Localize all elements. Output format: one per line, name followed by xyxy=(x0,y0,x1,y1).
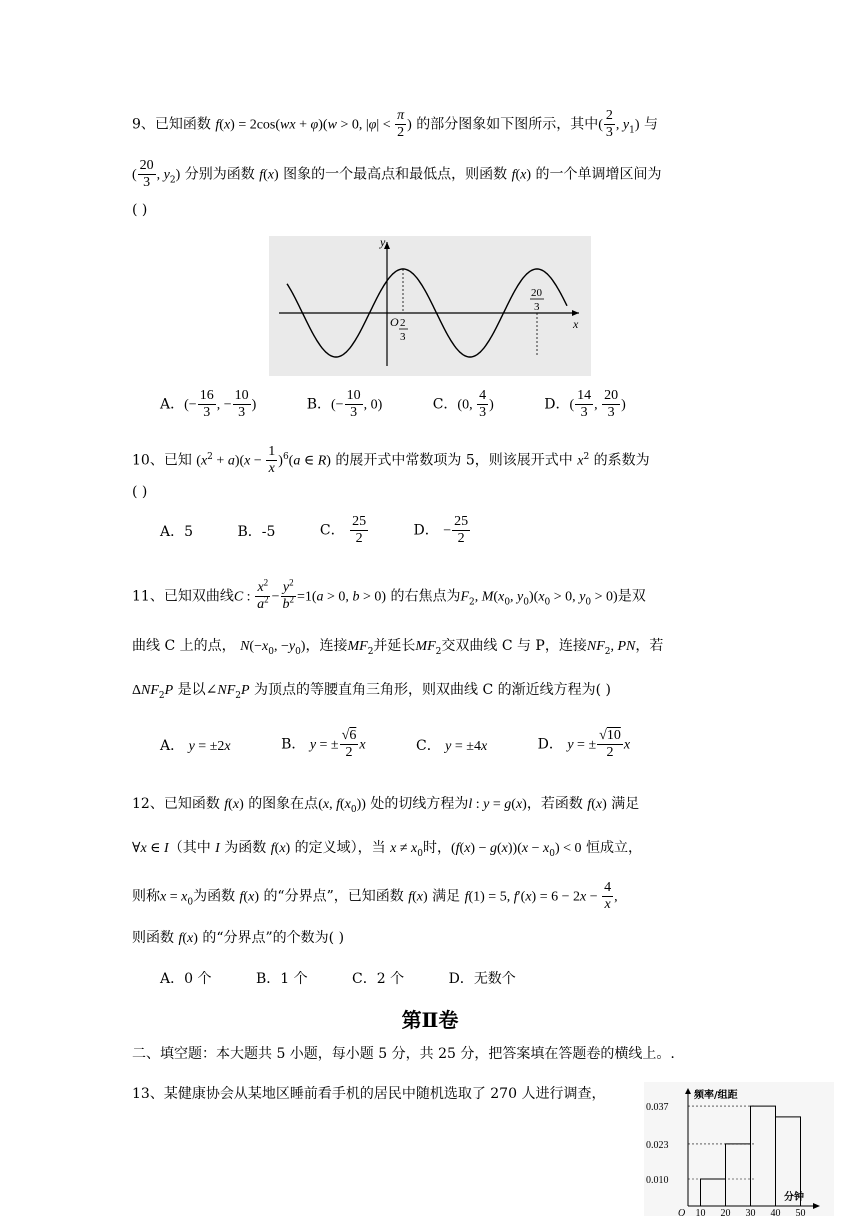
q12-line3: 则称$x = x_0$为函数 f(x) 的“分界点”，已知函数 f(x) 满足 f(1) = 5, f′(x) = 6 − 2x − $\frac{4}{x}$ , xyxy=(132,880,618,912)
q11-number: 11、 xyxy=(132,588,164,605)
histogram-figure xyxy=(644,1082,834,1216)
hist-ytick-label: 0.037 xyxy=(646,1102,669,1114)
q10-option-d[interactable]: D． − $\frac{25}{2}$ xyxy=(413,514,469,546)
hist-xtick-label: 20 xyxy=(720,1208,731,1216)
q9-line1: 9、已知函数 f(x) = 2cos(wx + φ)(w > 0, |φ| < $\frac{\pi}{2}$ ) 的部分图象如下图所示，其中( $\frac{2}{3}$ , $y_1$) 与 xyxy=(132,108,658,140)
q11-option-a[interactable]: A． y = ±2x xyxy=(160,737,231,754)
hist-origin: O xyxy=(678,1208,686,1216)
q10-paren: ( ) xyxy=(132,484,148,500)
fill-title: 二、填空题：本大题共 5 小题，每小题 5 分，共 25 分，把答案填在答题卷的横线上。. xyxy=(132,1046,675,1062)
q13-text: 某健康协会从某地区睡前看手机的居民中随机选取了 270 人进行调查， xyxy=(163,1086,606,1102)
q13-number: 13、 xyxy=(132,1086,164,1102)
hist-y-arrow xyxy=(685,1088,691,1094)
histogram xyxy=(644,1082,834,1216)
q9-options xyxy=(160,388,626,421)
q10-line1: 10、已知 $(x^2 + a)(x$ − $\frac{1}{x}$ )$^6$(a ∈ R) 的展开式中常数项为 5，则该展开式中 $x^2$ 的系数为 xyxy=(132,444,650,476)
q9-text: 已知函数 xyxy=(154,116,211,133)
tick1-den: 3 xyxy=(400,331,406,343)
q12-line4: 则函数 f(x) 的“分界点”的个数为( ) xyxy=(132,930,345,946)
hist-xtick-label: 50 xyxy=(795,1208,806,1216)
q11-option-b[interactable]: B． y = ± $\frac{√6}{2}$ x xyxy=(281,728,366,760)
q11-line1: 11、已知双曲线C : $\frac{x^2}{a^2}$ − $\frac{y^2}{b^2}$ =1(a > 0, b > 0) 的右焦点为$F_2$, $M(x_0$, $y_0)(x_0 > 0$, $y_0 > 0$)是双 xyxy=(132,577,646,612)
q10-number: 10、 xyxy=(132,452,164,469)
x-axis-arrow xyxy=(572,310,579,316)
q11-line2: 曲线 C 上的点， $N(-x_0$, $-y_0$)，连接$MF_2$并延长$MF_2$交双曲线 C 与 P，连接$NF_2$, PN，若 xyxy=(132,638,664,657)
q12-option-c[interactable]: C．2 个 xyxy=(352,971,405,987)
q9-line2: ( $\frac{20}{3}$ , $y_2$) 分别为函数 f(x) 图象的一个最高点和最低点，则函数 f(x) 的一个单调增区间为 xyxy=(132,158,662,190)
origin-label: O xyxy=(390,315,399,329)
q9-option-c[interactable]: C．(0, $\frac{4}{3}$ ) xyxy=(432,388,494,420)
hist-bar xyxy=(701,1179,726,1206)
cosine-graph xyxy=(269,236,591,376)
q12-number: 12、 xyxy=(132,796,164,812)
q12-option-a[interactable]: A．0 个 xyxy=(160,971,212,987)
tick2-den: 3 xyxy=(534,301,540,313)
hist-ytick-label: 0.023 xyxy=(646,1139,669,1151)
tick2-num: 20 xyxy=(531,287,542,299)
hist-ylabel: 频率/组距 xyxy=(694,1090,738,1101)
q11-line3: $\Delta NF_2P$ 是以$\angle NF_2P$ 为顶点的等腰直角三角形，则双曲线 C 的渐近线方程为( ) xyxy=(132,682,612,701)
hist-xtick-label: 40 xyxy=(770,1208,781,1216)
q9-number: 9、 xyxy=(132,116,155,133)
x-label: x xyxy=(573,317,579,331)
q11-options xyxy=(160,728,630,761)
hist-bar xyxy=(726,1144,751,1206)
q10-option-a[interactable]: A．5 xyxy=(160,523,194,540)
q12-line1: 12、已知函数 f(x) 的图象在点(x, $f(x_0)$) 处的切线方程为l : y = g(x)，若函数 f(x) 满足 xyxy=(132,796,640,815)
hist-ytick-label: 0.010 xyxy=(646,1175,669,1186)
q12-options xyxy=(160,968,516,988)
q9-option-a[interactable]: A．(− $\frac{16}{3}$ , − $\frac{10}{3}$ ) xyxy=(160,388,257,420)
q9-paren: ( ) xyxy=(132,202,148,218)
q10-option-b[interactable]: B．-5 xyxy=(237,523,276,540)
cosine-graph-figure xyxy=(269,236,591,376)
y-label: y xyxy=(380,236,386,249)
q9-option-b[interactable]: B．(− $\frac{10}{3}$ , 0) xyxy=(306,388,383,420)
hist-xlabel: 分钟 xyxy=(784,1192,804,1203)
q11-option-c[interactable]: C． y = ±4x xyxy=(415,737,488,754)
q12-option-d[interactable]: D．无数个 xyxy=(448,971,516,987)
hist-bars xyxy=(646,1102,806,1216)
q12-option-b[interactable]: B．1 个 xyxy=(255,971,308,987)
q11-option-d[interactable]: D． y = ± $\frac{√10}{2}$ x xyxy=(537,728,631,760)
section-heading: 第Ⅱ卷 xyxy=(401,1008,459,1032)
q13-line1 xyxy=(132,1084,605,1104)
hist-xtick-label: 30 xyxy=(745,1208,756,1216)
q12-line2: ∀x ∈ I（其中 I 为函数 f(x) 的定义域），当 $x \ne x_0$时，$(f(x) - g(x))(x - x_0) < 0$ 恒成立， xyxy=(132,840,642,859)
hist-bar xyxy=(751,1106,776,1206)
hist-xtick-label: 10 xyxy=(695,1208,706,1216)
q9-option-d[interactable]: D．( $\frac{14}{3}$ , $\frac{20}{3}$ ) xyxy=(544,388,626,420)
q10-options xyxy=(160,514,471,547)
q10-option-c[interactable]: C． $\frac{25}{2}$ xyxy=(319,514,367,546)
tick1-num: 2 xyxy=(400,317,406,329)
hist-x-arrow xyxy=(813,1203,820,1209)
